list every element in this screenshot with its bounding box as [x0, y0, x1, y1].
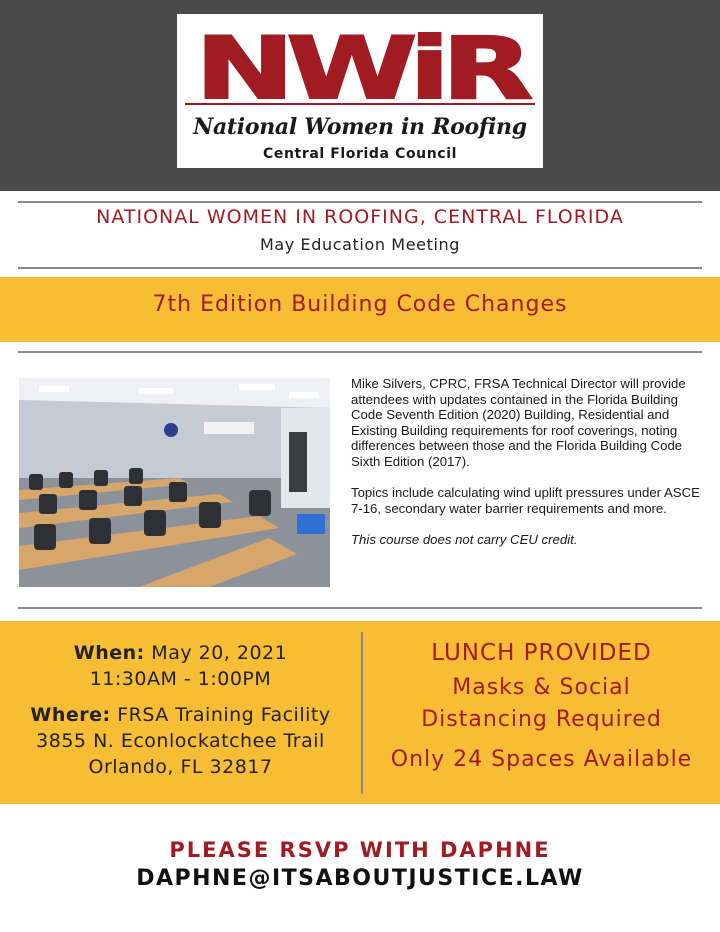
logo-name: National Women in Roofing	[193, 114, 527, 140]
divider-under-description	[18, 607, 702, 609]
meeting-subtitle: May Education Meeting	[259, 235, 460, 254]
logo-council: Central Florida Council	[262, 146, 457, 162]
divider-top	[18, 201, 702, 203]
where-line	[0, 702, 361, 728]
address-line-2: Orlando, FL 32817	[88, 756, 273, 778]
course-title: 7th Edition Building Code Changes	[152, 292, 568, 317]
spaces-notice: Only 24 Spaces Available	[390, 747, 693, 772]
nwir-logo	[177, 14, 543, 168]
masks-notice-line-2: Distancing Required	[421, 707, 662, 732]
event-details	[0, 640, 361, 780]
ceu-note: This course does not carry CEU credit.	[351, 531, 578, 547]
when-date: May 20, 2021	[151, 642, 288, 664]
course-description	[351, 376, 711, 548]
header-banner	[0, 0, 720, 191]
description-paragraph-1: Mike Silvers, CPRC, FRSA Technical Director will provide attendees with updates contained in the Florida Building Code Seventh Edition (2020) Building, Residential and Existing Building requirements for roof coverings, noting differences between those and the Florida Building Code Sixth Edition (2017).	[351, 376, 686, 469]
address-line-1: 3855 N. Econlockatchee Trail	[36, 730, 325, 752]
nwir-logo-mark	[177, 18, 543, 114]
rsvp-email[interactable]: DAPHNE@ITSABOUTJUSTICE.LAW	[136, 866, 584, 891]
lunch-notice: LUNCH PROVIDED	[431, 640, 652, 666]
when-line	[0, 640, 361, 666]
description-paragraph-2: Topics include calculating wind uplift pressures under ASCE 7-16, secondary water barrier requirements and more.	[351, 485, 700, 516]
logo-mark-text: NWiR	[195, 19, 532, 114]
where-label: Where:	[30, 704, 111, 726]
event-time: 11:30AM - 1:00PM	[89, 668, 272, 690]
classroom-photo	[19, 378, 330, 587]
masks-notice-line-1: Masks & Social	[452, 675, 631, 700]
divider-under-band	[18, 351, 702, 353]
divider-under-title	[18, 267, 702, 269]
when-label: When:	[73, 642, 145, 664]
org-title: NATIONAL WOMEN IN ROOFING, CENTRAL FLORIDA	[96, 206, 624, 228]
rsvp-text: PLEASE RSVP WITH DAPHNE	[169, 838, 551, 862]
event-notices	[363, 636, 720, 776]
where-place: FRSA Training Facility	[117, 704, 331, 726]
